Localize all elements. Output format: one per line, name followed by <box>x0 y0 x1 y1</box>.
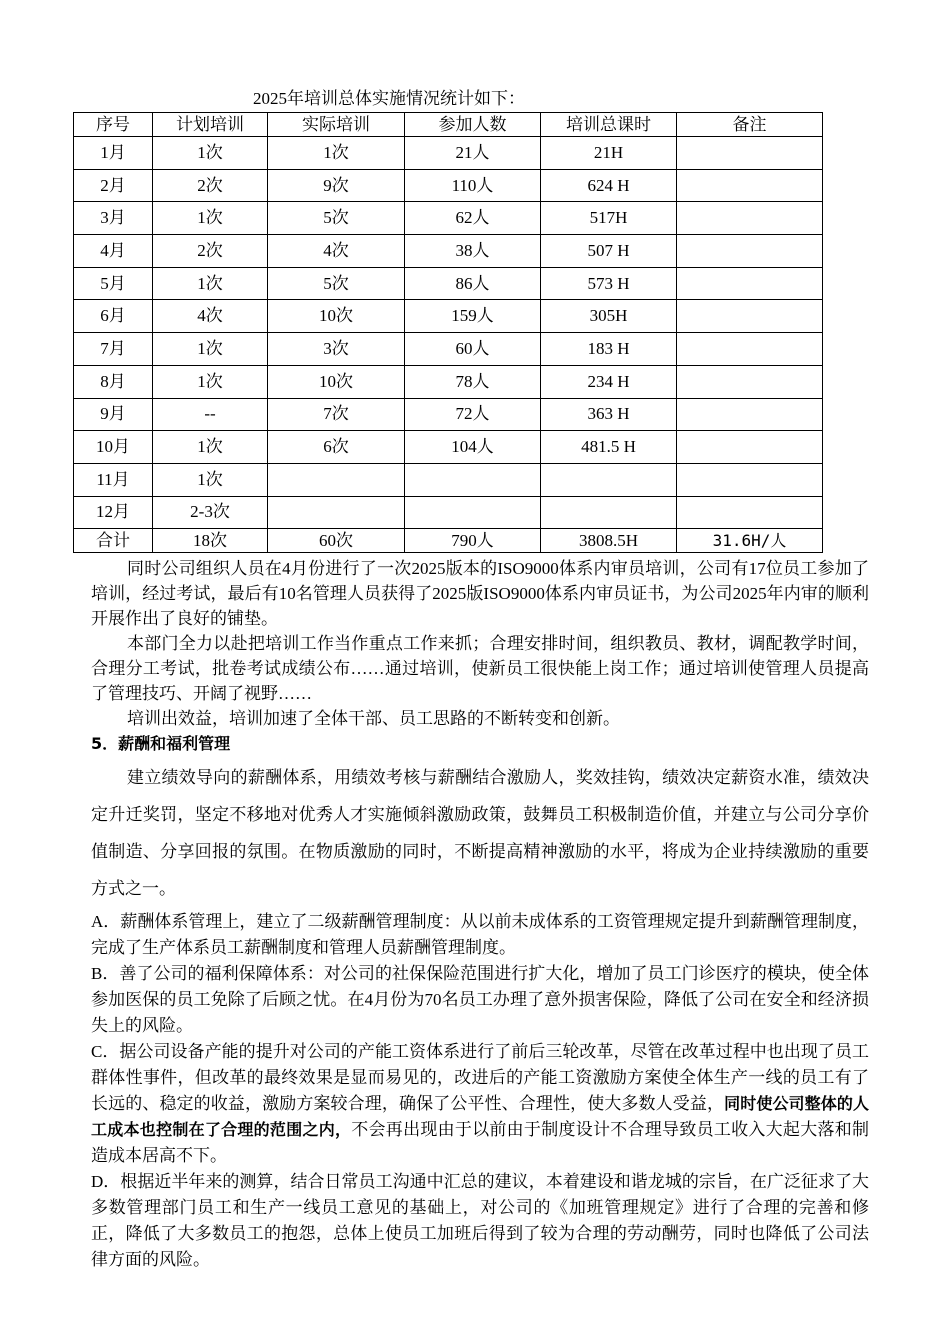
table-cell <box>268 496 405 529</box>
table-cell: 363 H <box>541 398 677 431</box>
column-header: 备注 <box>677 113 823 137</box>
column-header: 序号 <box>74 113 153 137</box>
table-cell: 1次 <box>153 463 268 496</box>
table-cell: 9次 <box>268 169 405 202</box>
table-cell: 1次 <box>153 267 268 300</box>
table-cell <box>677 137 823 170</box>
table-cell <box>677 202 823 235</box>
table-cell: 517H <box>541 202 677 235</box>
table-cell: 5次 <box>268 202 405 235</box>
column-header: 培训总课时 <box>541 113 677 137</box>
table-cell: 507 H <box>541 235 677 268</box>
column-header: 参加人数 <box>405 113 541 137</box>
table-cell: 2次 <box>153 235 268 268</box>
table-cell: 1次 <box>153 431 268 464</box>
paragraph-compensation-system: 建立绩效导向的薪酬体系，用绩效考核与薪酬结合激励人，奖效挂钩，绩效决定薪资水准，绩效决定升迁奖罚，坚定不移地对优秀人才实施倾斜激励政策，鼓舞员工积极制造价值，并建立与公司分享价值制造、分享回报的氛围。在物质激励的同时，不断提高精神激励的水平，将成为企业持续激励的重要方式之一。 <box>91 768 869 898</box>
total-cell: 合计 <box>74 529 153 553</box>
table-cell: 86人 <box>405 267 541 300</box>
table-row <box>74 202 823 235</box>
table-cell <box>541 463 677 496</box>
table-cell <box>677 463 823 496</box>
section-heading: 5．薪酬和福利管理 <box>91 734 231 753</box>
table-row <box>74 267 823 300</box>
table-cell: 183 H <box>541 333 677 366</box>
table-cell <box>268 463 405 496</box>
total-cell: 60次 <box>268 529 405 553</box>
table-cell: 8月 <box>74 365 153 398</box>
paragraph-item-b: B．善了公司的福利保障体系：对公司的社保保险范围进行扩大化，增加了员工门诊医疗的模块，使全体参加医保的员工免除了后顾之忧。在4月份为70名员工办理了意外损害保险，降低了公司在安全和经济损失上的风险。 <box>91 964 869 1035</box>
table-row <box>74 169 823 202</box>
table-row <box>74 496 823 529</box>
paragraph-training-focus: 本部门全力以赴把培训工作当作重点工作来抓；合理安排时间，组织教员、教材，调配教学时间，合理分工考试，批卷考试成绩公布……通过培训，使新员工很快能上岗工作；通过培训使管理人员提高了管理技巧、开阔了视野…… <box>91 634 869 703</box>
table-cell: 2-3次 <box>153 496 268 529</box>
table-row <box>74 137 823 170</box>
table-cell: 72人 <box>405 398 541 431</box>
table-caption: 2025年培训总体实施情况统计如下： <box>253 89 525 108</box>
table-cell: 21人 <box>405 137 541 170</box>
table-cell: 624 H <box>541 169 677 202</box>
paragraph-iso-training: 同时公司组织人员在4月份进行了一次2025版本的ISO9000体系内审员培训，公司有17位员工参加了培训，经过考试，最后有10名管理人员获得了2025版ISO9000体系内审员证书，为公司2025年内审的顺利开展作出了良好的铺垫。 <box>91 559 869 628</box>
table-cell: 4次 <box>268 235 405 268</box>
table-cell: 4次 <box>153 300 268 333</box>
document-body <box>91 556 869 1273</box>
table-cell: 21H <box>541 137 677 170</box>
total-cell: 18次 <box>153 529 268 553</box>
paragraph-item-a: A．薪酬体系管理上，建立了二级薪酬管理制度：从以前未成体系的工资管理规定提升到薪酬管理制度，完成了生产体系员工薪酬制度和管理人员薪酬管理制度。 <box>91 912 869 957</box>
table-cell: 104人 <box>405 431 541 464</box>
table-cell: 234 H <box>541 365 677 398</box>
table-cell: 78人 <box>405 365 541 398</box>
table-cell: 1次 <box>153 365 268 398</box>
table-row <box>74 300 823 333</box>
table-cell <box>677 235 823 268</box>
item-c-text-end: 不会再出现由于以前由于制度设计不合理导致员工收入大起大落和制造成本居高不下。 <box>91 1120 869 1165</box>
table-cell: 1次 <box>268 137 405 170</box>
table-cell: 6次 <box>268 431 405 464</box>
table-cell: -- <box>153 398 268 431</box>
table-cell: 10次 <box>268 365 405 398</box>
table-cell: 5月 <box>74 267 153 300</box>
table-total-row <box>74 529 823 553</box>
table-cell: 7次 <box>268 398 405 431</box>
table-cell: 159人 <box>405 300 541 333</box>
table-cell: 3月 <box>74 202 153 235</box>
table-cell: 1次 <box>153 333 268 366</box>
table-cell <box>677 398 823 431</box>
table-cell: 3次 <box>268 333 405 366</box>
table-cell: 62人 <box>405 202 541 235</box>
table-row <box>74 398 823 431</box>
table-cell: 10次 <box>268 300 405 333</box>
table-cell: 11月 <box>74 463 153 496</box>
table-cell: 7月 <box>74 333 153 366</box>
table-cell: 573 H <box>541 267 677 300</box>
table-cell <box>677 496 823 529</box>
table-row <box>74 463 823 496</box>
table-cell <box>405 496 541 529</box>
table-cell <box>677 169 823 202</box>
table-cell: 1月 <box>74 137 153 170</box>
table-row <box>74 431 823 464</box>
table-cell <box>405 463 541 496</box>
table-cell: 1次 <box>153 202 268 235</box>
paragraph-training-benefit: 培训出效益，培训加速了全体干部、员工思路的不断转变和创新。 <box>127 709 620 728</box>
table-cell <box>677 300 823 333</box>
table-cell <box>677 365 823 398</box>
column-header: 实际培训 <box>268 113 405 137</box>
table-cell: 2月 <box>74 169 153 202</box>
total-cell: 31.6H/人 <box>677 529 823 553</box>
table-row <box>74 235 823 268</box>
table-cell <box>677 333 823 366</box>
table-cell: 38人 <box>405 235 541 268</box>
total-cell: 3808.5H <box>541 529 677 553</box>
table-cell: 10月 <box>74 431 153 464</box>
table-cell: 9月 <box>74 398 153 431</box>
table-row <box>74 333 823 366</box>
table-cell: 6月 <box>74 300 153 333</box>
table-row <box>74 365 823 398</box>
table-cell: 2次 <box>153 169 268 202</box>
table-cell <box>677 267 823 300</box>
paragraph-item-d: D．根据近半年来的测算，结合日常员工沟通中汇总的建议，本着建设和谐龙城的宗旨，在广泛征求了大多数管理部门员工和生产一线员工意见的基础上，对公司的《加班管理规定》进行了合理的完善和修正，降低了大多数员工的抱怨，总体上使员工加班后得到了较为合理的劳动酬劳，同时也降低了公司法律方面的风险。 <box>91 1172 869 1269</box>
table-cell: 481.5 H <box>541 431 677 464</box>
total-cell: 790人 <box>405 529 541 553</box>
table-cell: 1次 <box>153 137 268 170</box>
table-cell: 12月 <box>74 496 153 529</box>
table-cell: 110人 <box>405 169 541 202</box>
column-header: 计划培训 <box>153 113 268 137</box>
table-cell: 4月 <box>74 235 153 268</box>
table-header-row <box>74 113 823 137</box>
table-cell: 60人 <box>405 333 541 366</box>
table-cell: 305H <box>541 300 677 333</box>
paragraph-item-c <box>91 1039 869 1169</box>
table-cell <box>677 431 823 464</box>
item-c-bold-text: 同时使公司整体的人工成本也控制在了合理的范围之内， <box>91 1094 869 1139</box>
table-cell: 5次 <box>268 267 405 300</box>
item-c-text: C．据公司设备产能的提升对公司的产能工资体系进行了前后三轮改革，尽管在改革过程中也出现了员工群体性事件，但改革的最终效果是显而易见的，改进后的产能工资激励方案使全体生产一线的员工有了长远的、稳定的收益，激励方案较合理，确保了公平性、合理性，使大多数人受益， <box>91 1042 869 1113</box>
table-cell <box>541 496 677 529</box>
training-stats-table <box>73 112 823 553</box>
